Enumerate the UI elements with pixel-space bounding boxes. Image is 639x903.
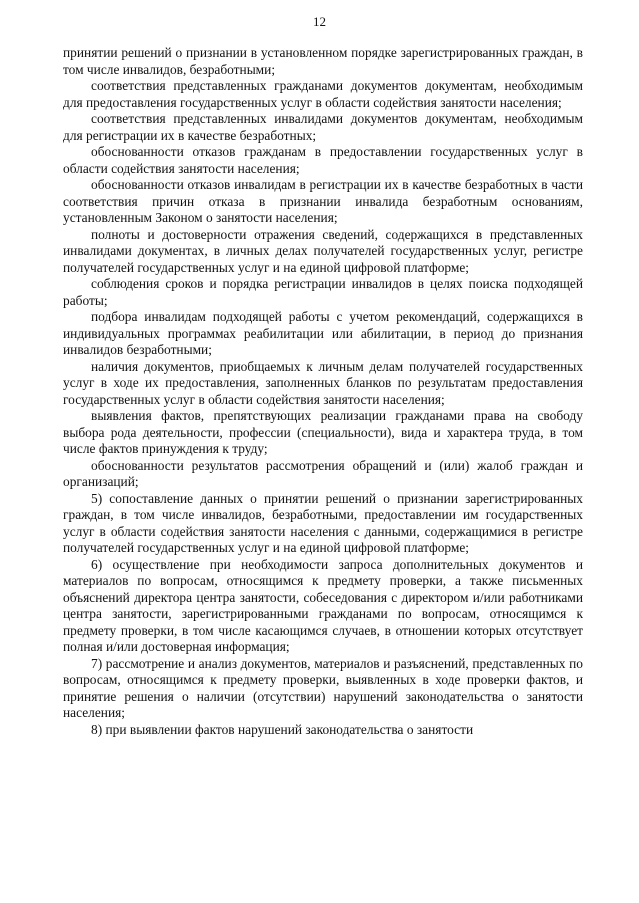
paragraph: принятии решений о признании в установленном порядке зарегистрированных граждан, в том числе инвалидов, безработными; bbox=[63, 45, 583, 77]
paragraph: обоснованности отказов инвалидам в регистрации их в качестве безработных в части соответствия причин отказа в признании инвалида безработным основаниям, установленным Законом о занятости населения; bbox=[63, 177, 583, 225]
paragraph: соответствия представленных инвалидами документов документам, необходимым для регистрации их в качестве безработных; bbox=[63, 111, 583, 143]
paragraph: наличия документов, приобщаемых к личным делам получателей государственных услуг в ходе их предоставления, заполненных бланков по результатам предоставления государственных услуг в области содействия занятости населения; bbox=[63, 358, 583, 407]
paragraph: обоснованности результатов рассмотрения обращений и (или) жалоб граждан и организаций; bbox=[63, 457, 583, 489]
document-body bbox=[63, 45, 583, 738]
paragraph: подбора инвалидам подходящей работы с учетом рекомендаций, содержащихся в индивидуальных программах реабилитации или абилитации, в период до признания инвалидов безработными; bbox=[63, 309, 583, 357]
paragraph: 7) рассмотрение и анализ документов, материалов и разъяснений, представленных по вопросам, относящимся к предмету проверки, выявленных в ходе проверки фактов, и принятие решения о наличии (отсутствии) нарушений законодательства о занятости населения; bbox=[63, 655, 583, 720]
paragraph: 6) осуществление при необходимости запроса дополнительных документов и материалов по вопросам, относящимся к предмету проверки, а также письменных объяснений директора центра занятости, собеседования с директором и/или работниками центра занятости, зарегистрированными гражданами по вопросам, относящимся к предмету проверки, в том числе касающимся случаев, в отношении которых отсутствует полная и/или достоверная информация; bbox=[63, 556, 583, 654]
page-number: 12 bbox=[313, 14, 326, 29]
paragraph: 8) при выявлении фактов нарушений законодательства о занятости bbox=[91, 721, 474, 737]
paragraph: полноты и достоверности отражения сведений, содержащихся в представленных инвалидами документах, в личных делах получателей государственных услуг, регистре получателей государственных услуг и на единой цифровой платформе; bbox=[63, 226, 583, 275]
paragraph: 5) сопоставление данных о принятии решений о признании зарегистрированных граждан, в том числе инвалидов, безработными, предоставлении им государственных услуг в области содействия занятости населения с данными, содержащимися в регистре получателей государственных услуг и на единой цифровой платформе; bbox=[63, 490, 583, 555]
paragraph: выявления фактов, препятствующих реализации гражданами права на свободу выбора рода деятельности, профессии (специальности), вида и характера труда, в том числе фактов принуждения к труду; bbox=[63, 408, 583, 456]
paragraph: соблюдения сроков и порядка регистрации инвалидов в целях поиска подходящей работы; bbox=[63, 276, 583, 308]
paragraph: соответствия представленных гражданами документов документам, необходимым для предоставления государственных услуг в области содействия занятости населения; bbox=[63, 78, 583, 110]
paragraph: обоснованности отказов гражданам в предоставлении государственных услуг в области содействия занятости населения; bbox=[63, 144, 583, 176]
